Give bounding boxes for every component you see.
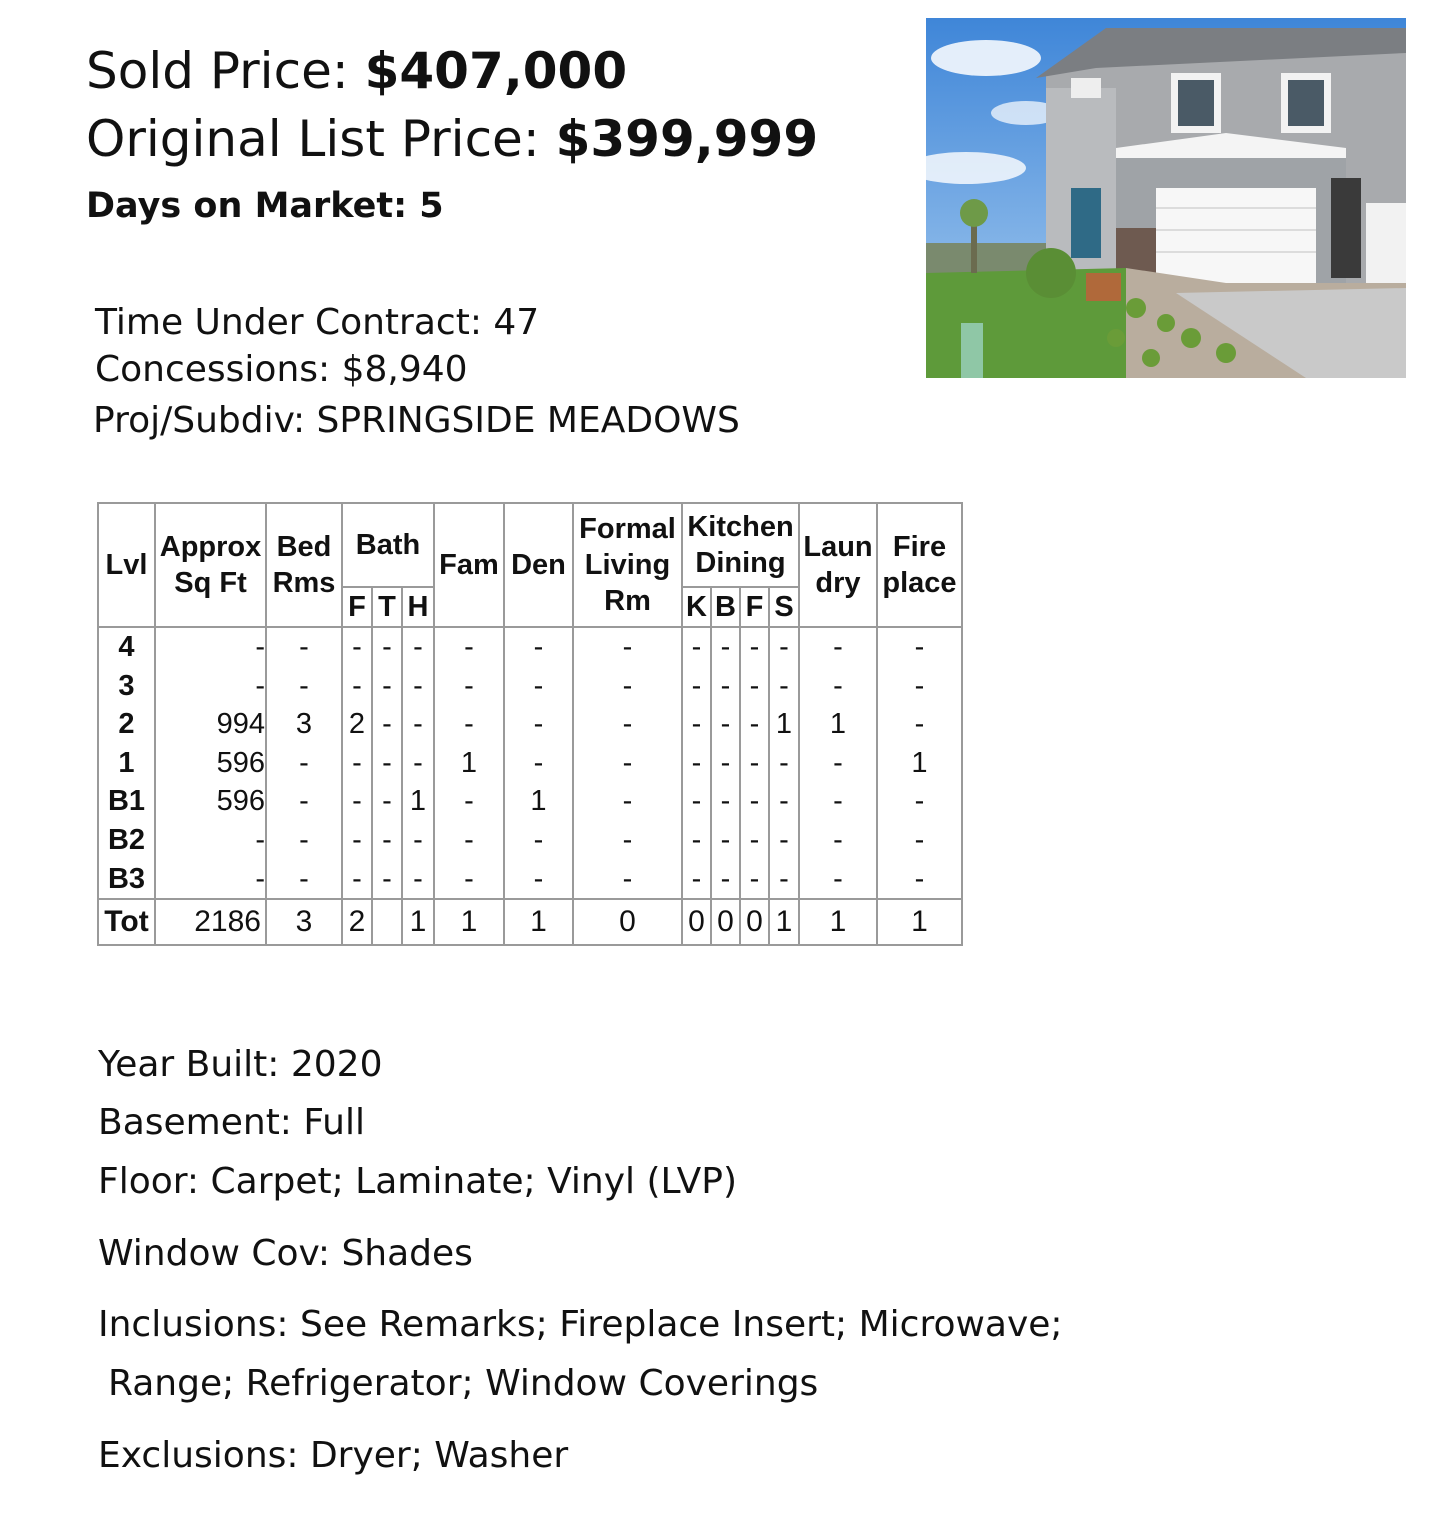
cell-fire-b2: - <box>914 823 925 856</box>
cell-f-b2: - <box>352 823 362 856</box>
cell-f-2: 2 <box>348 708 366 741</box>
col-bath-t <box>372 627 402 899</box>
cell-lvl-2: 2 <box>118 708 135 741</box>
sold-price-line <box>86 40 627 102</box>
cell-h-4: - <box>413 631 423 663</box>
cell-lvl-b2: B2 <box>107 823 146 856</box>
total-bath-h: 1 <box>402 899 434 945</box>
total-fireplace: 1 <box>877 899 962 945</box>
cell-laundry-3: - <box>833 669 843 702</box>
window-coverings: Window Cov: Shades <box>98 1233 473 1274</box>
list-price-line <box>86 108 818 170</box>
cell-t-b2: - <box>382 823 392 856</box>
header-kitchen-f: F <box>740 587 769 627</box>
cell-b-3: - <box>720 669 731 702</box>
cell-f-3: - <box>352 669 362 702</box>
cell-k-4: - <box>691 631 702 663</box>
cell-h-3: - <box>413 669 423 702</box>
cell-sqft-b3: - <box>255 862 265 895</box>
total-formal: 0 <box>573 899 682 945</box>
cell-k-b1: - <box>691 785 702 818</box>
header-fireplace: Fire place <box>877 503 962 627</box>
cell-lvl-1: 1 <box>118 746 135 779</box>
total-fam: 1 <box>434 899 504 945</box>
col-formal <box>573 627 682 899</box>
cell-kf-3: - <box>749 669 760 702</box>
cell-bed-2: 3 <box>295 708 313 741</box>
cell-formal-4: - <box>622 631 633 663</box>
inclusions-line-1: Inclusions: See Remarks; Fireplace Insert; Microwave; <box>98 1304 1063 1345</box>
cell-b-b1: - <box>720 785 731 818</box>
cell-laundry-b3: - <box>833 862 843 895</box>
cell-k-b2: - <box>691 823 702 856</box>
cell-bed-b1: - <box>299 785 309 818</box>
cell-fam-b1: - <box>464 785 474 818</box>
header-bed-rms: Bed Rms <box>266 503 342 627</box>
cell-s-b2: - <box>779 823 789 856</box>
cell-lvl-3: 3 <box>118 669 135 702</box>
total-bed: 3 <box>266 899 342 945</box>
exclusions: Exclusions: Dryer; Washer <box>98 1435 569 1476</box>
cell-sqft-4: - <box>255 631 265 663</box>
cell-s-b1: - <box>779 785 789 818</box>
total-kitchen-k: 0 <box>682 899 711 945</box>
cell-h-b1: 1 <box>409 785 427 818</box>
cell-h-b3: - <box>413 862 423 895</box>
room-table-body <box>98 627 962 899</box>
col-fireplace <box>877 627 962 899</box>
cell-f-4: - <box>352 631 362 663</box>
cell-sqft-1: 596 <box>216 746 265 779</box>
header-kitchen-s: S <box>769 587 799 627</box>
header-kitchen-b: B <box>711 587 740 627</box>
cell-t-1: - <box>382 746 392 779</box>
time-under-contract: Time Under Contract: 47 <box>95 302 540 343</box>
col-fam <box>434 627 504 899</box>
cell-laundry-b2: - <box>833 823 843 856</box>
cell-t-2: - <box>382 708 392 741</box>
cell-bed-3: - <box>299 669 309 702</box>
cell-b-2: - <box>720 708 731 741</box>
basement: Basement: Full <box>98 1102 365 1143</box>
cell-kf-4: - <box>749 631 760 663</box>
header-bath-h: H <box>402 587 434 627</box>
cell-laundry-b1: - <box>833 785 843 818</box>
house-photo-icon <box>926 18 1406 378</box>
cell-bed-b3: - <box>299 862 309 895</box>
cell-kf-b2: - <box>749 823 760 856</box>
cell-den-b2: - <box>533 823 544 856</box>
cell-k-b3: - <box>691 862 702 895</box>
header-bath: Bath <box>342 503 434 587</box>
cell-formal-b2: - <box>622 823 633 856</box>
cell-fam-1: 1 <box>460 746 478 779</box>
cell-lvl-4: 4 <box>118 631 135 663</box>
sold-price-value: $407,000 <box>364 42 628 100</box>
room-table <box>97 502 963 946</box>
sold-price-label: Sold Price: <box>86 42 349 100</box>
cell-s-2: 1 <box>775 708 793 741</box>
total-laundry: 1 <box>799 899 877 945</box>
cell-s-b3: - <box>779 862 789 895</box>
cell-den-b3: - <box>533 862 544 895</box>
cell-formal-2: - <box>622 708 633 741</box>
total-kitchen-s: 1 <box>769 899 799 945</box>
cell-fire-b1: - <box>914 785 925 818</box>
total-sqft: 2186 <box>155 899 266 945</box>
house-photo <box>926 18 1406 378</box>
col-bath-f <box>342 627 372 899</box>
subdivision: Proj/Subdiv: SPRINGSIDE MEADOWS <box>93 400 740 441</box>
cell-bed-1: - <box>299 746 309 779</box>
cell-b-b2: - <box>720 823 731 856</box>
cell-f-b1: - <box>352 785 362 818</box>
col-kitchen-f <box>740 627 769 899</box>
cell-b-b3: - <box>720 862 731 895</box>
cell-sqft-b2: - <box>255 823 265 856</box>
col-kitchen-s <box>769 627 799 899</box>
cell-h-2: - <box>413 708 423 741</box>
header-kitchen-k: K <box>682 587 711 627</box>
cell-fam-3: - <box>464 669 474 702</box>
cell-fire-4: - <box>914 631 925 663</box>
cell-kf-b1: - <box>749 785 760 818</box>
list-price-label: Original List Price: <box>86 110 540 168</box>
floor: Floor: Carpet; Laminate; Vinyl (LVP) <box>98 1161 738 1202</box>
cell-sqft-3: - <box>255 669 265 702</box>
cell-t-b3: - <box>382 862 392 895</box>
header-formal-living: Formal Living Rm <box>573 503 682 627</box>
cell-den-1: - <box>533 746 544 779</box>
cell-den-4: - <box>533 631 544 663</box>
cell-fam-b3: - <box>464 862 474 895</box>
cell-t-4: - <box>382 631 392 663</box>
cell-fire-3: - <box>914 669 925 702</box>
cell-sqft-2: 994 <box>216 708 265 741</box>
col-sqft <box>155 627 266 899</box>
cell-k-2: - <box>691 708 702 741</box>
header-bath-f: F <box>342 587 372 627</box>
days-on-market: Days on Market: 5 <box>86 186 444 226</box>
list-price-value: $399,999 <box>555 110 819 168</box>
header-laundry: Laun dry <box>799 503 877 627</box>
total-bath-f: 2 <box>342 899 372 945</box>
cell-f-b3: - <box>352 862 362 895</box>
cell-s-1: - <box>779 746 789 779</box>
total-bath-t <box>372 899 402 945</box>
cell-sqft-b1: 596 <box>216 785 265 818</box>
cell-kf-1: - <box>749 746 760 779</box>
cell-formal-b3: - <box>622 862 633 895</box>
cell-formal-b1: - <box>622 785 633 818</box>
total-lvl: Tot <box>98 899 155 945</box>
col-bath-h <box>402 627 434 899</box>
cell-b-1: - <box>720 746 731 779</box>
total-kitchen-b: 0 <box>711 899 740 945</box>
cell-kf-2: - <box>749 708 760 741</box>
cell-bed-4: - <box>299 631 309 663</box>
col-den <box>504 627 573 899</box>
cell-fam-2: - <box>464 708 474 741</box>
cell-den-2: - <box>533 708 544 741</box>
cell-bed-b2: - <box>299 823 309 856</box>
inclusions-line-2: Range; Refrigerator; Window Coverings <box>108 1363 819 1404</box>
cell-h-1: - <box>413 746 423 779</box>
cell-h-b2: - <box>413 823 423 856</box>
header-fam: Fam <box>434 503 504 627</box>
header-kitchen-dining: Kitchen Dining <box>682 503 799 587</box>
total-den: 1 <box>504 899 573 945</box>
cell-laundry-4: - <box>833 631 843 663</box>
year-built: Year Built: 2020 <box>98 1044 383 1085</box>
col-bed <box>266 627 342 899</box>
cell-lvl-b1: B1 <box>107 785 146 818</box>
cell-k-1: - <box>691 746 702 779</box>
cell-fire-1: 1 <box>911 746 928 779</box>
cell-fire-2: - <box>914 708 925 741</box>
concessions: Concessions: $8,940 <box>95 349 468 390</box>
col-kitchen-b <box>711 627 740 899</box>
cell-den-3: - <box>533 669 544 702</box>
cell-formal-3: - <box>622 669 633 702</box>
cell-k-3: - <box>691 669 702 702</box>
col-lvl <box>98 627 155 899</box>
cell-kf-b3: - <box>749 862 760 895</box>
cell-b-4: - <box>720 631 731 663</box>
total-kitchen-f: 0 <box>740 899 769 945</box>
header-den: Den <box>504 503 573 627</box>
cell-f-1: - <box>352 746 362 779</box>
cell-fam-b2: - <box>464 823 474 856</box>
cell-fam-4: - <box>464 631 474 663</box>
col-kitchen-k <box>682 627 711 899</box>
cell-lvl-b3: B3 <box>107 862 146 895</box>
header-sqft: Approx Sq Ft <box>155 503 266 627</box>
total-row <box>98 899 962 945</box>
cell-fire-b3: - <box>914 862 925 895</box>
cell-formal-1: - <box>622 746 633 779</box>
header-lvl: Lvl <box>98 503 155 627</box>
cell-t-3: - <box>382 669 392 702</box>
cell-s-3: - <box>779 669 789 702</box>
cell-t-b1: - <box>382 785 392 818</box>
cell-s-4: - <box>779 631 789 663</box>
header-bath-t: T <box>372 587 402 627</box>
cell-laundry-2: 1 <box>829 708 847 741</box>
col-laundry <box>799 627 877 899</box>
cell-laundry-1: - <box>833 746 843 779</box>
cell-den-b1: 1 <box>530 785 547 818</box>
